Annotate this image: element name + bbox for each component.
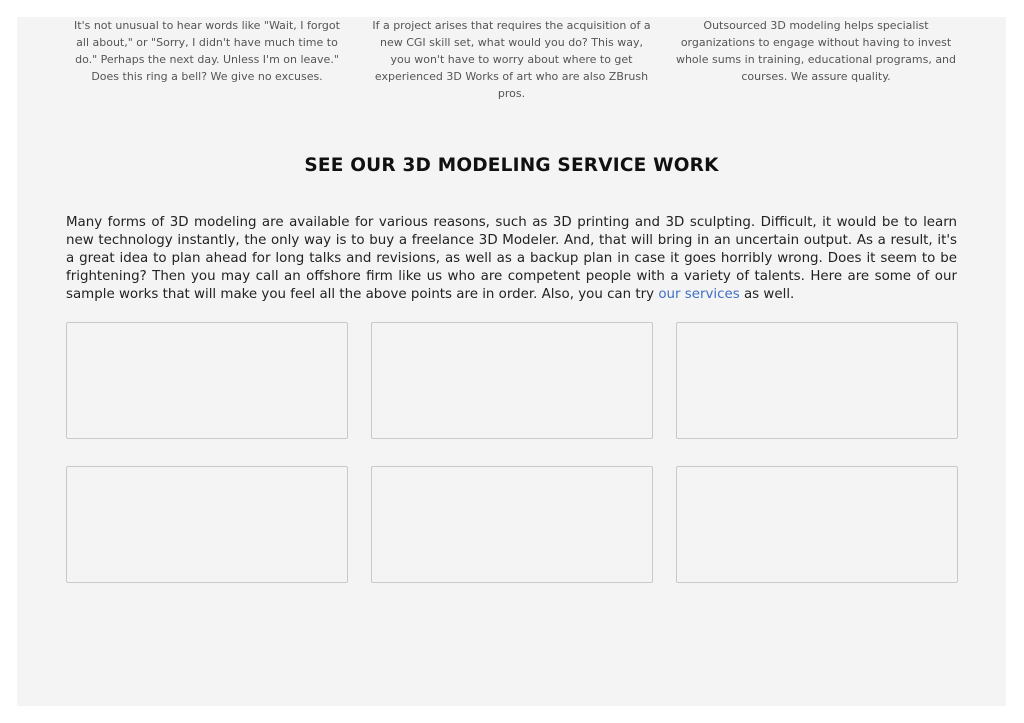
features-row bbox=[66, 17, 957, 102]
sample-work-card-2[interactable] bbox=[371, 322, 653, 439]
feature-text-2: If a project arises that requires the acquisition of a new CGI skill set, what would you do? This way, you won't have to worry about where to get experienced 3D Works of art who are also ZBrush pros. bbox=[372, 19, 651, 100]
feature-text-3: Outsourced 3D modeling helps specialist organizations to engage without having to invest whole sums in training, educational programs, and courses. We assure quality. bbox=[675, 19, 957, 83]
sample-work-card-6[interactable] bbox=[676, 466, 958, 583]
sample-work-card-1[interactable] bbox=[66, 322, 348, 439]
sample-work-card-5[interactable] bbox=[371, 466, 653, 583]
feature-text-1: It's not unusual to hear words like "Wait, I forgot all about," or "Sorry, I didn't have much time to do." Perhaps the next day. Unless I'm on leave." Does this ring a bell? We give no excuses. bbox=[74, 19, 340, 83]
sample-work-card-3[interactable] bbox=[676, 322, 958, 439]
page-section bbox=[17, 17, 1006, 706]
section-title: SEE OUR 3D MODELING SERVICE WORK bbox=[304, 155, 719, 176]
intro-text: Many forms of 3D modeling are available for various reasons, such as 3D printing and 3D sculpting. Difficult, it would be to learn new technology instantly, the only way is to buy a freelance 3D Modeler. And, that will bring in an uncertain output. As a result, it's a great idea to plan ahead for long talks and revisions, as well as a backup plan in case it goes horribly wrong. Does it seem to be frightening? Then you may call an offshore firm like us who are competent people with a variety of talents. Here are some of our sample works that will make you feel all the above points are in order. Also, you can try bbox=[66, 215, 957, 302]
intro-suffix: as well. bbox=[739, 287, 795, 302]
sample-work-card-4[interactable] bbox=[66, 466, 348, 583]
our-services-link[interactable]: our services bbox=[658, 287, 740, 302]
sample-works-gallery bbox=[66, 322, 958, 583]
intro-paragraph bbox=[66, 214, 957, 304]
